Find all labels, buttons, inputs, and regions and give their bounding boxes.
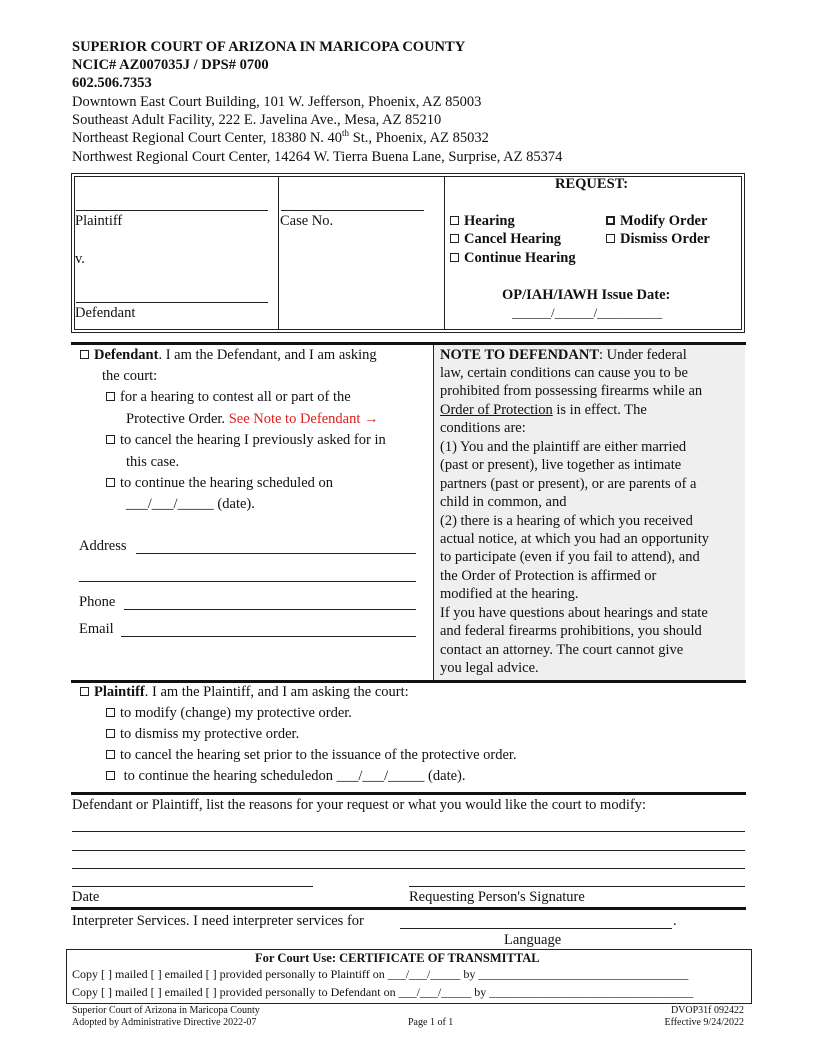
court-location-4: Northwest Regional Court Center, 14264 W. Tierra Buena Lane, Surprise, AZ 85374 xyxy=(72,149,563,165)
defendant-contest-cont: Protective Order. See Note to Defendant → xyxy=(126,411,379,427)
note-line-5: conditions are: xyxy=(440,420,526,436)
interpreter-text: Interpreter Services. I need interpreter services for xyxy=(72,913,364,929)
note-line-6: (1) You and the plaintiff are either married xyxy=(440,439,687,455)
footer-form-id: DVOP31f 092422 xyxy=(670,1005,744,1016)
address-label: Address xyxy=(79,538,127,554)
signature-label: Requesting Person's Signature xyxy=(409,889,585,905)
reasons-prompt: Defendant or Plaintiff, list the reasons for your request or what you would like the court to modify: xyxy=(72,797,646,813)
request-continue-hearing-checkbox[interactable]: Continue Hearing xyxy=(450,250,576,267)
note-line-13: the Order of Protection is affirmed or xyxy=(440,568,657,584)
case-number-label: Case No. xyxy=(280,213,334,229)
defendant-option-cont: the court: xyxy=(102,368,158,384)
note-line-12: to participate (even if you fail to attend), and xyxy=(440,549,700,565)
note-line-4: Order of Protection is in effect. The xyxy=(440,402,647,418)
defendant-cancel-cont: this case. xyxy=(126,454,180,470)
email-line[interactable] xyxy=(121,636,416,637)
plaintiff-name-line[interactable] xyxy=(76,210,268,211)
transmittal-defendant-row: Copy [ ] mailed [ ] emailed [ ] provided personally to Defendant on ___/___/_____ by __________________________________ xyxy=(72,985,694,999)
footer-court: Superior Court of Arizona in Maricopa County xyxy=(72,1005,260,1016)
footer-page-number: Page 1 of 1 xyxy=(408,1017,454,1028)
defendant-continue-checkbox[interactable]: to continue the hearing scheduled on xyxy=(106,475,333,492)
section-divider xyxy=(71,907,746,910)
request-hearing-checkbox[interactable]: Hearing xyxy=(450,213,515,230)
defendant-contest-checkbox[interactable]: for a hearing to contest all or part of the xyxy=(106,389,351,406)
note-line-10: (2) there is a hearing of which you received xyxy=(440,513,693,529)
language-line[interactable] xyxy=(400,928,672,929)
note-line-3: prohibited from possessing firearms while an xyxy=(440,383,703,399)
note-line-17: contact an attorney. The court cannot give xyxy=(440,642,684,658)
language-label: Language xyxy=(504,932,562,948)
note-line-8: partners (past or present), or are parents of a xyxy=(440,476,697,492)
plaintiff-dismiss-checkbox[interactable]: to dismiss my protective order. xyxy=(106,726,299,743)
date-label: Date xyxy=(72,889,100,905)
footer-effective-date: Effective 9/24/2022 xyxy=(664,1017,744,1028)
court-location-1: Downtown East Court Building, 101 W. Jefferson, Phoenix, AZ 85003 xyxy=(72,94,482,110)
note-line-1: NOTE TO DEFENDANT: Under federal xyxy=(440,347,687,363)
note-line-14: modified at the hearing. xyxy=(440,586,579,602)
signature-line[interactable] xyxy=(409,886,745,887)
plaintiff-label: Plaintiff xyxy=(75,213,123,229)
email-label: Email xyxy=(79,621,114,637)
phone-line[interactable] xyxy=(124,609,416,610)
reasons-line-3[interactable] xyxy=(72,868,745,869)
plaintiff-option[interactable]: Plaintiff. I am the Plaintiff, and I am asking the court: xyxy=(80,684,409,701)
plaintiff-modify-checkbox[interactable]: to modify (change) my protective order. xyxy=(106,705,352,722)
defendant-continue-date[interactable]: ___/___/_____ (date). xyxy=(126,496,255,512)
note-line-15: If you have questions about hearings and state xyxy=(440,605,708,621)
section-divider xyxy=(71,792,746,795)
date-line[interactable] xyxy=(72,886,313,887)
footer-directive: Adopted by Administrative Directive 2022-07 xyxy=(72,1017,257,1028)
reasons-line-2[interactable] xyxy=(72,850,745,851)
note-line-16: and federal firearms prohibitions, you should xyxy=(440,623,702,639)
case-number-line[interactable] xyxy=(281,210,424,211)
request-dismiss-order-checkbox[interactable]: Dismiss Order xyxy=(606,231,710,248)
note-line-9: child in common, and xyxy=(440,494,567,510)
phone-label: Phone xyxy=(79,594,116,610)
section-divider xyxy=(71,680,746,683)
defendant-label: Defendant xyxy=(75,305,136,321)
note-line-11: actual notice, at which you had an opportunity xyxy=(440,531,709,547)
court-name: SUPERIOR COURT OF ARIZONA IN MARICOPA COUNTY xyxy=(72,39,466,55)
court-location-2: Southeast Adult Facility, 222 E. Javelina Ave., Mesa, AZ 85210 xyxy=(72,112,442,128)
defendant-option[interactable]: Defendant. I am the Defendant, and I am asking xyxy=(80,347,377,364)
versus-label: v. xyxy=(75,251,85,267)
court-phone: 602.506.7353 xyxy=(72,75,152,91)
plaintiff-cancel-checkbox[interactable]: to cancel the hearing set prior to the issuance of the protective order. xyxy=(106,747,517,764)
defendant-name-line[interactable] xyxy=(76,302,268,303)
request-title: REQUEST: xyxy=(555,176,629,192)
interpreter-period: . xyxy=(673,913,677,929)
court-use-title: For Court Use: CERTIFICATE OF TRANSMITTAL xyxy=(255,951,540,965)
note-line-18: you legal advice. xyxy=(440,660,539,676)
address-line-2[interactable] xyxy=(79,581,416,582)
issue-date-field[interactable]: ______/______/__________ xyxy=(512,305,663,320)
note-line-7: (past or present), live together as intimate xyxy=(440,457,682,473)
court-location-3: Northeast Regional Court Center, 18380 N. 40th St., Phoenix, AZ 85032 xyxy=(72,128,489,146)
reasons-line-1[interactable] xyxy=(72,831,745,832)
ncic-number: NCIC# AZ007035J / DPS# 0700 xyxy=(72,57,269,73)
defendant-cancel-checkbox[interactable]: to cancel the hearing I previously asked for in xyxy=(106,432,386,449)
note-line-2: law, certain conditions can cause you to be xyxy=(440,365,688,381)
plaintiff-continue-checkbox[interactable]: to continue the hearing scheduledon ___/___/_____ (date). xyxy=(106,768,466,785)
request-cancel-hearing-checkbox[interactable]: Cancel Hearing xyxy=(450,231,561,248)
address-line-1[interactable] xyxy=(136,553,416,554)
issue-date-label: OP/IAH/IAWH Issue Date: xyxy=(502,287,671,303)
request-modify-order-checkbox[interactable]: Modify Order xyxy=(606,213,707,230)
transmittal-plaintiff-row: Copy [ ] mailed [ ] emailed [ ] provided personally to Plaintiff on ___/___/_____ by ___________________________________ xyxy=(72,967,689,981)
